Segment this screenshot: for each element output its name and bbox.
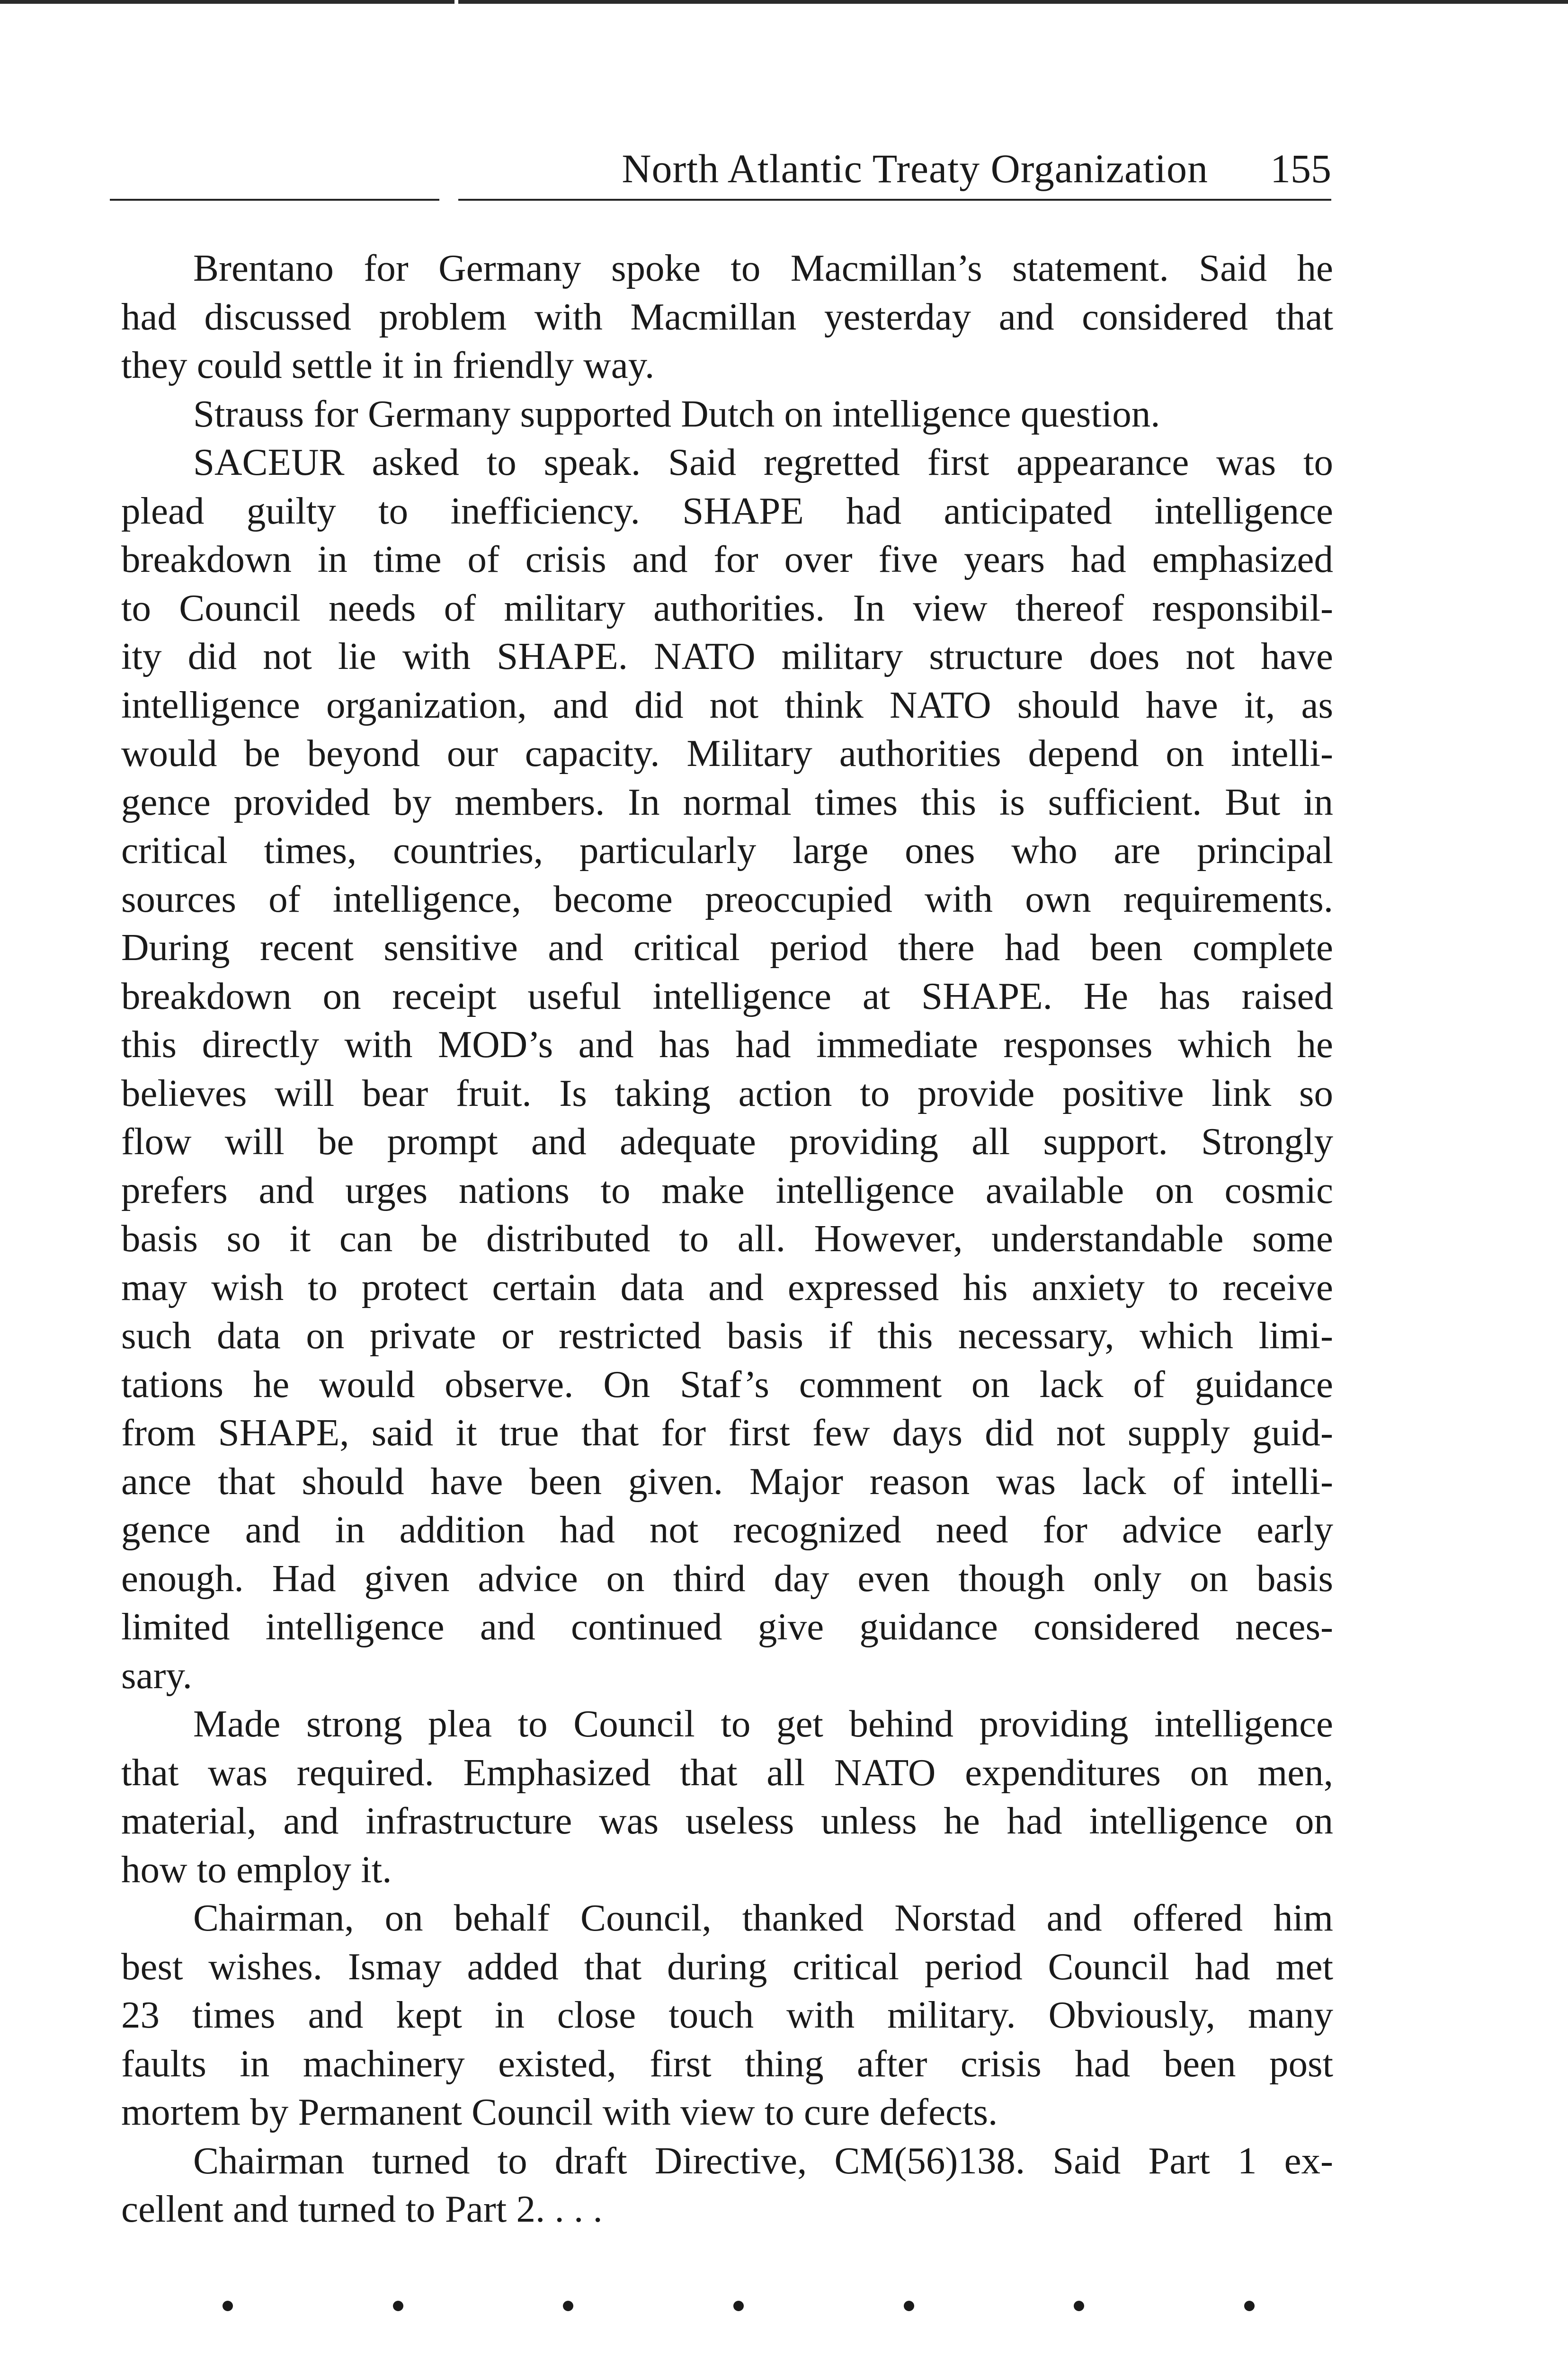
text-line: Strauss for Germany supported Dutch on intelligence question.: [193, 392, 1160, 435]
text-line: to Council needs of military authorities. In view thereof responsibil-: [121, 586, 1333, 629]
ellipsis-dot: [393, 2301, 403, 2311]
text-line: best wishes. Ismay added that during critical period Council had met: [121, 1945, 1333, 1988]
text-line: Chairman, on behalf Council, thanked Norstad and offered him: [193, 1896, 1333, 1939]
ellipsis-dot: [1244, 2301, 1255, 2311]
running-title: North Atlantic Treaty Organization: [622, 146, 1208, 191]
text-line: 23 times and kept in close touch with military. Obviously, many: [121, 1993, 1333, 2036]
text-line: that was required. Emphasized that all NATO expenditures on men,: [121, 1751, 1333, 1794]
document-body: [121, 244, 1333, 2234]
text-line: such data on private or restricted basis if this necessary, which limi-: [121, 1314, 1333, 1357]
text-line: would be beyond our capacity. Military authorities depend on intelli-: [121, 732, 1333, 774]
text-line: plead guilty to inefficiency. SHAPE had anticipated intelligence: [121, 489, 1333, 532]
text-line: ity did not lie with SHAPE. NATO military structure does not have: [121, 635, 1333, 677]
text-line: breakdown in time of crisis and for over five years had emphasized: [121, 538, 1333, 580]
ellipsis-dot: [904, 2301, 914, 2311]
text-line: this directly with MOD’s and has had immediate responses which he: [121, 1023, 1333, 1066]
text-line: ance that should have been given. Major reason was lack of intelli-: [121, 1459, 1333, 1503]
text-line: from SHAPE, said it true that for first few days did not supply guid-: [121, 1411, 1333, 1454]
text-line: Chairman turned to draft Directive, CM(56)138. Said Part 1 ex-: [193, 2139, 1333, 2182]
ellipsis-dots: [223, 2301, 1255, 2311]
text-line: Made strong plea to Council to get behind providing intelligence: [193, 1702, 1333, 1745]
gutter-break: [454, 0, 458, 10]
text-line: Brentano for Germany spoke to Macmillan’s statement. Said he: [193, 247, 1333, 289]
text-line: breakdown on receipt useful intelligence at SHAPE. He has raised: [121, 974, 1333, 1017]
text-line: may wish to protect certain data and expressed his anxiety to receive: [121, 1265, 1333, 1308]
text-line: sary.: [121, 1654, 192, 1697]
text-line: intelligence organization, and did not think NATO should have it, as: [121, 683, 1333, 726]
text-line: had discussed problem with Macmillan yesterday and considered that: [121, 295, 1333, 338]
text-line: limited intelligence and continued give guidance considered neces-: [121, 1605, 1333, 1648]
text-line: enough. Had given advice on third day even though only on basis: [121, 1557, 1333, 1600]
text-line: cellent and turned to Part 2. . . .: [121, 2188, 603, 2230]
text-line: gence provided by members. In normal times this is sufficient. But in: [121, 780, 1333, 823]
ellipsis-dot: [563, 2301, 573, 2311]
text-line: prefers and urges nations to make intelligence available on cosmic: [121, 1168, 1333, 1211]
running-header: [110, 142, 1331, 201]
text-line: critical times, countries, particularly large ones who are principal: [121, 829, 1333, 872]
text-line: SACEUR asked to speak. Said regretted first appearance was to: [193, 441, 1333, 483]
text-line: mortem by Permanent Council with view to cure defects.: [121, 2091, 998, 2133]
page-number: 155: [1270, 146, 1331, 191]
ellipsis-dot: [223, 2301, 233, 2311]
text-line: flow will be prompt and adequate providing all support. Strongly: [121, 1120, 1333, 1163]
text-line: During recent sensitive and critical period there had been complete: [121, 926, 1333, 969]
text-line: gence and in addition had not recognized need for advice early: [121, 1508, 1333, 1551]
ellipsis-dot: [1074, 2301, 1084, 2311]
ellipsis-dot: [733, 2301, 744, 2311]
text-line: believes will bear fruit. Is taking action to provide positive link so: [121, 1071, 1333, 1114]
header-rule-gap: [439, 197, 458, 202]
text-line: basis so it can be distributed to all. However, understandable some: [121, 1217, 1333, 1260]
text-line: faults in machinery existed, first thing after crisis had been post: [121, 2042, 1333, 2085]
text-line: they could settle it in friendly way.: [121, 344, 655, 386]
text-line: sources of intelligence, become preoccupied with own requirements.: [121, 877, 1333, 920]
text-line: material, and infrastructure was useless unless he had intelligence on: [121, 1799, 1333, 1842]
text-line: how to employ it.: [121, 1848, 392, 1891]
text-line: tations he would observe. On Staf’s comment on lack of guidance: [121, 1362, 1333, 1406]
top-edge-rule: [0, 0, 1568, 4]
